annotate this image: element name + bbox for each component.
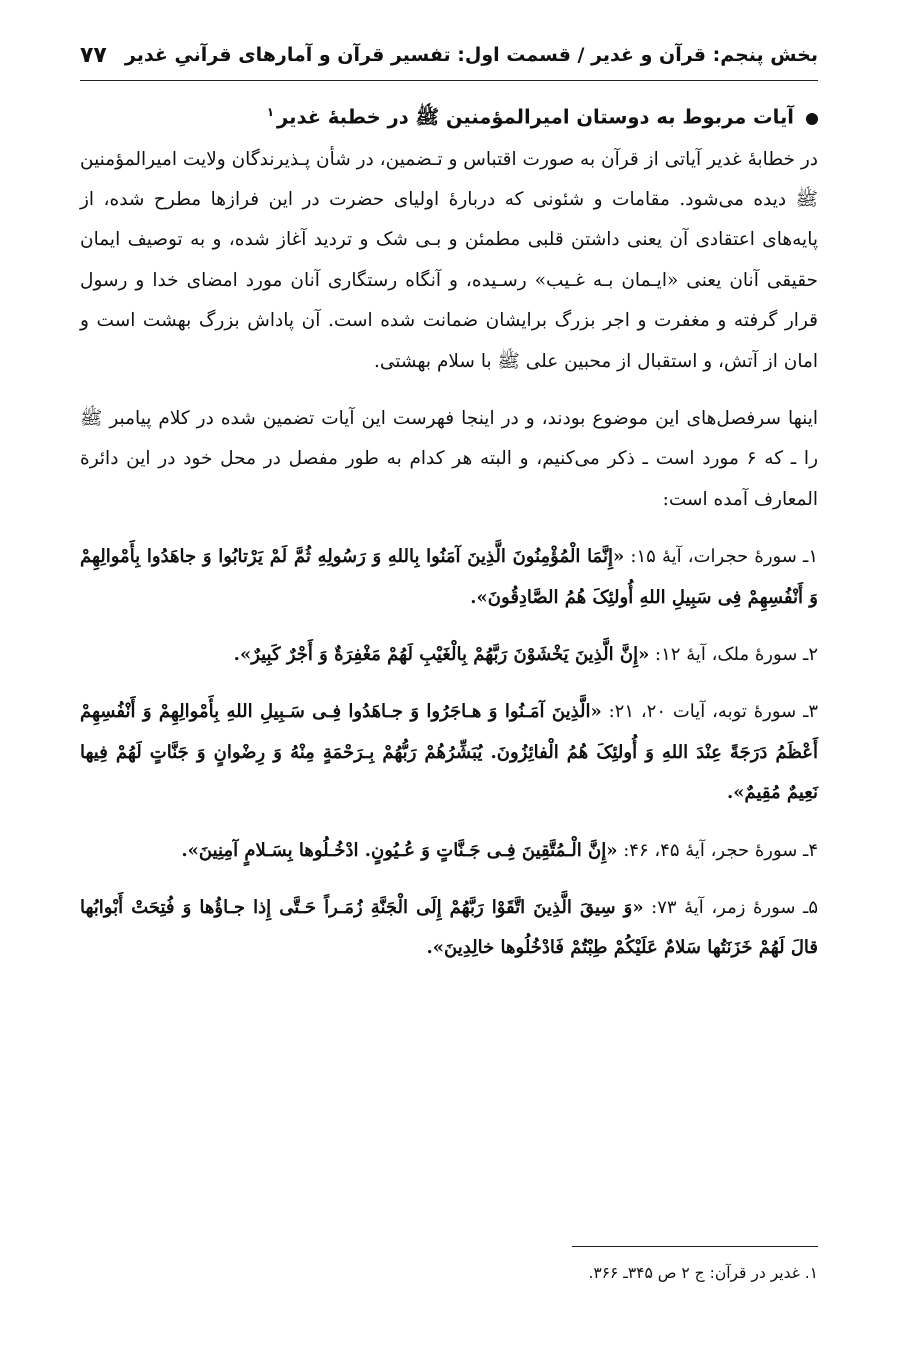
page-number: ۷۷ bbox=[80, 42, 107, 68]
header-title: بخش پنجم: قرآن و غدیر / قسمت اول: تفسیر قرآن و آمارهای قرآنیِ غدیر bbox=[124, 44, 818, 66]
verse-item bbox=[80, 888, 818, 969]
verse-arabic-text: «إِنَّ الْـمُتَّقِینَ فِـی جَـنَّاتٍ وَ عُـیُونٍ. ادْخُـلُوها بِسَـلامٍ آمِنِینَ». bbox=[181, 839, 618, 861]
verse-item bbox=[80, 635, 818, 675]
verse-arabic-text: «إِنَّمَا الْمُؤْمِنُونَ الَّذِینَ آمَنُوا بِاللهِ وَ رَسُولِهِ ثُمَّ لَمْ یَرْتابُوا وَ جاهَدُوا بِأَمْوالِهِمْ وَ أَنْفُسِهِمْ فِی سَبِیلِ اللهِ أُولئِکَ هُمُ الصَّادِقُونَ». bbox=[80, 546, 818, 608]
verse-reference: ۳ـ سورهٔ توبه، آیات ۲۰، ۲۱: bbox=[601, 701, 819, 723]
section-heading bbox=[80, 105, 818, 134]
verse-reference: ۴ـ سورهٔ حجر، آیهٔ ۴۵، ۴۶: bbox=[617, 839, 818, 861]
footnote: ۱. غدیر در قرآن: ج ۲ ص ۳۴۵ـ ۳۶۶. bbox=[588, 1264, 818, 1282]
footnote-divider bbox=[572, 1246, 818, 1247]
verse-reference: ۲ـ سورهٔ ملک، آیهٔ ۱۲: bbox=[649, 643, 818, 665]
verse-reference: ۵ـ سورهٔ زمر، آیهٔ ۷۳: bbox=[643, 897, 818, 918]
verse-item bbox=[80, 831, 818, 871]
verse-item bbox=[80, 537, 818, 618]
footnote-reference[interactable]: ۱ bbox=[266, 105, 275, 119]
bullet-icon bbox=[806, 113, 818, 125]
verse-arabic-text: «إِنَّ الَّذِینَ یَخْشَوْنَ رَبَّهُمْ بِالْغَیْبِ لَهُمْ مَغْفِرَةٌ وَ أَجْرٌ کَبِیرٌ». bbox=[233, 643, 650, 665]
intro-paragraph: در خطابهٔ غدیر آیاتی از قرآن به صورت اقتباس و تـضمین، در شأن پـذیرندگان ولایت امیرالمؤمنین ﷺ دیده می‌شود. مقامات و شئونی که دربارهٔ اولیای حضرت در این فرازها مطرح شده، از پایه‌های اعتقادی آن یعنی داشتن قلبی مطمئن و بـی شک و تردید آغاز شده، و به توصیف ایمان حقیقی آنان یعنی «ایـمان بـه غـیب» رسـیده، و آنگاه رستگاری آنان مورد امضای خدا و رسول قرار گرفته و مغفرت و اجر بزرگ برایشان ضمانت شده است. آن پاداش بزرگ بهشت است و امان از آتش، و استقبال از محبین علی ﷺ با سلام بهشتی. bbox=[80, 148, 818, 372]
verse-arabic-text: «الَّذِینَ آمَـنُوا وَ هـاجَرُوا وَ جـاهَدُوا فِـی سَـبِیلِ اللهِ بِأَمْوالِهِمْ وَ أَنْفُسِهِمْ أَعْظَمُ دَرَجَةً عِنْدَ اللهِ وَ أُولئِکَ هُمُ الْفائِزُونَ. یُبَشِّرُهُمْ رَبُّهُمْ بِـرَحْمَةٍ مِنْهُ وَ رِضْوانٍ وَ جَنَّاتٍ لَهُمْ فِیها نَعِیمٌ مُقِیمٌ». bbox=[80, 701, 818, 804]
page-content bbox=[80, 105, 818, 969]
verse-item bbox=[80, 692, 818, 813]
running-header bbox=[80, 30, 818, 81]
verse-arabic-text: «وَ سِیقَ الَّذِینَ اتَّقَوْا رَبَّهُمْ إِلَی الْجَنَّةِ زُمَـراً حَـتَّی إِذا جـاؤُها وَ فُتِحَتْ أَبْوابُها قالَ لَهُمْ خَزَنَتُها سَلامٌ عَلَیْکُمْ طِبْتُمْ فَادْخُلُوها خالِدِینَ». bbox=[80, 897, 818, 959]
verse-reference: ۱ـ سورهٔ حجرات، آیهٔ ۱۵: bbox=[624, 546, 818, 568]
section-heading-text: آیات مربوط به دوستان امیرالمؤمنین ﷺ در خطبهٔ غدیر bbox=[277, 105, 794, 129]
list-intro-paragraph: اینها سرفصل‌های این موضوع بودند، و در اینجا فهرست این آیات تضمین شده در کلام پیامبر ﷺ را ـ که ۶ مورد است ـ ذکر می‌کنیم، و البته هر کدام به طور مفصل در محل خود در این دائرة المعارف آمده است: bbox=[80, 407, 818, 510]
